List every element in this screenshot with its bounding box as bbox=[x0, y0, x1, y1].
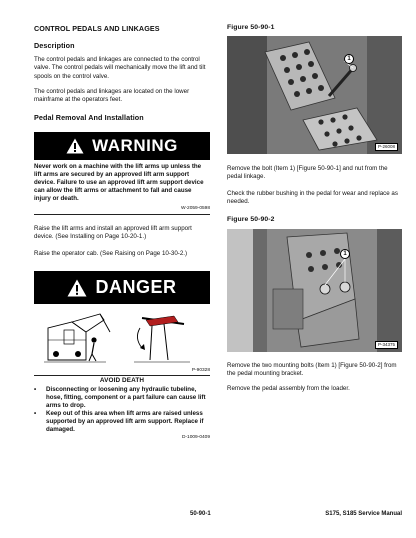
danger-title: DANGER bbox=[95, 277, 177, 297]
section-title: CONTROL PEDALS AND LINKAGES bbox=[34, 24, 160, 33]
warning-title: WARNING bbox=[92, 136, 178, 155]
pedal-bracket-photo bbox=[227, 229, 402, 352]
removal-paragraph-1: Raise the lift arms and install an approved lift arm support device. (See Installing on Page 10-20-1.) bbox=[34, 225, 192, 241]
pedal-linkage-photo bbox=[227, 36, 402, 154]
manual-title: S175, S185 Service Manual bbox=[325, 511, 402, 517]
danger-code: D-1009-0409 bbox=[181, 435, 210, 440]
figure-1-label: Figure 50-90-1 bbox=[227, 24, 275, 31]
figure-2-photo bbox=[227, 229, 402, 352]
description-heading: Description bbox=[34, 41, 75, 50]
danger-image-divider bbox=[34, 375, 210, 376]
danger-image-code: P-90328 bbox=[191, 368, 210, 373]
removal-heading: Pedal Removal And Installation bbox=[34, 113, 144, 122]
danger-bullet-2 bbox=[34, 410, 210, 434]
figure-1-paragraph-1: Remove the bolt (Item 1) [Figure 50-90-1] and nut from the pedal linkage. bbox=[227, 165, 388, 181]
figure-1-paragraph-2: Check the rubber bushing in the pedal for wear and replace as needed. bbox=[227, 190, 398, 206]
figure-1-callout: 1 bbox=[344, 54, 354, 64]
figure-2-paragraph-2: Remove the pedal assembly from the loader. bbox=[227, 385, 350, 392]
danger-banner bbox=[34, 271, 210, 304]
page-number: 50-90-1 bbox=[190, 511, 211, 517]
danger-illustration bbox=[34, 310, 210, 368]
danger-bullet-2-text: Keep out of this area when lift arms are raised unless supported by an approved lift arm support. Replace if damaged. bbox=[46, 410, 204, 434]
danger-triangle-icon bbox=[67, 279, 87, 297]
danger-bullet-list bbox=[34, 386, 210, 435]
figure-1-photo bbox=[227, 36, 402, 154]
warning-divider bbox=[34, 214, 210, 215]
figure-1-code: P-26008 bbox=[375, 143, 398, 151]
warning-code: W-2059-0598 bbox=[181, 206, 210, 211]
bullet-icon: • bbox=[34, 386, 37, 393]
figure-2-paragraph-1: Remove the two mounting bolts (Item 1) [Figure 50-90-2] from the pedal mounting bracket. bbox=[227, 362, 397, 378]
warning-banner bbox=[34, 132, 210, 160]
bullet-icon: • bbox=[34, 410, 37, 418]
figure-2-code: P-34375 bbox=[375, 341, 398, 349]
crush-hazard-illustration bbox=[34, 310, 210, 368]
description-paragraph-2: The control pedals and linkages are located on the lower mainframe at the operators feet. bbox=[34, 88, 190, 104]
danger-bullet-1-text: Disconnecting or loosening any hydraulic tubeline, hose, fitting, component or a part failure can cause lift arms to drop. bbox=[46, 386, 206, 410]
removal-paragraph-2: Raise the operator cab. (See Raising on Page 10-30-2.) bbox=[34, 250, 188, 257]
figure-2-callout: 1 bbox=[340, 249, 350, 259]
figure-2-label: Figure 50-90-2 bbox=[227, 216, 275, 223]
avoid-death-title: AVOID DEATH bbox=[99, 377, 145, 384]
warning-text: Never work on a machine with the lift arms up unless the lift arms are secured by an approved lift arm support device. Failure to use an approved lift arm support device can allow the lift arms or attachment to fall and cause injury or death. bbox=[34, 163, 204, 203]
warning-triangle-icon bbox=[66, 138, 84, 154]
description-paragraph-1: The control pedals and linkages are connected to the control valve. The control pedals will mechanically move the lift and tilt spools on the control valve. bbox=[34, 56, 206, 80]
danger-bullet-1 bbox=[34, 386, 210, 410]
